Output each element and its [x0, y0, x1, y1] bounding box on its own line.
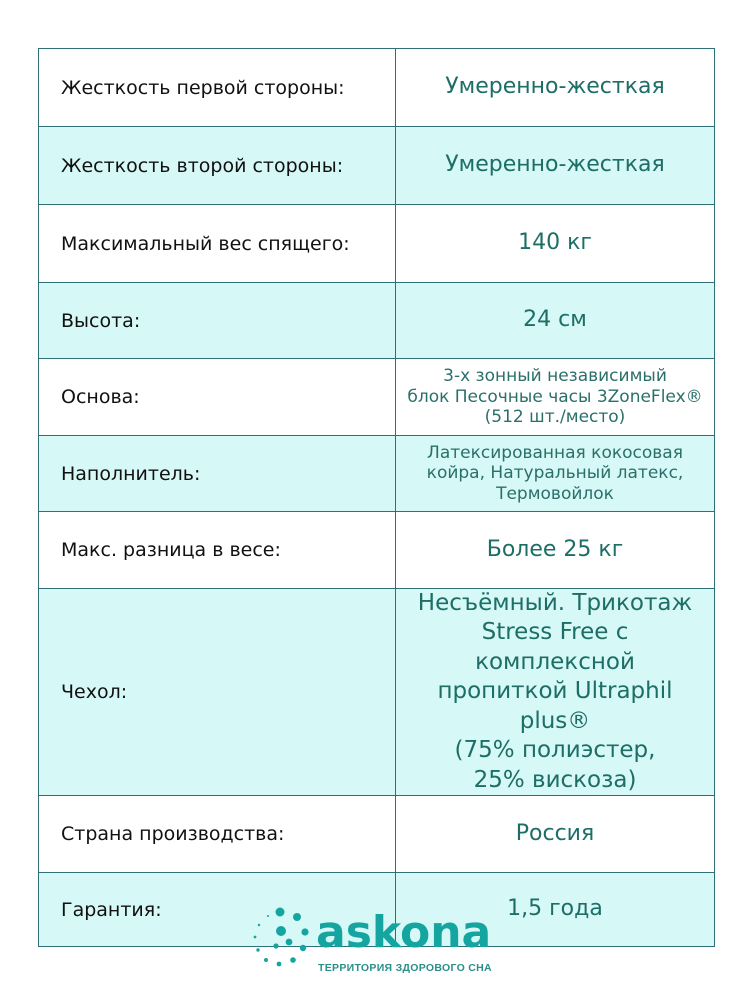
- logo-wordmark: askona: [316, 907, 492, 958]
- logo-tagline: ТЕРРИТОРИЯ ЗДОРОВОГО СНА: [318, 962, 492, 974]
- spec-label: Страна производства:: [39, 796, 396, 873]
- table-row: [39, 49, 715, 127]
- spec-value: Умеренно-жесткая: [396, 49, 715, 127]
- table-row: [39, 436, 715, 512]
- spec-label: Жесткость второй стороны:: [39, 127, 396, 205]
- table-row: [39, 205, 715, 283]
- spec-label: Жесткость первой стороны:: [39, 49, 396, 127]
- spec-label: Высота:: [39, 283, 396, 359]
- dots-circle-icon: [248, 906, 312, 970]
- table-row: [39, 512, 715, 589]
- table-row: [39, 796, 715, 873]
- spec-value: 140 кг: [396, 205, 715, 283]
- table-row: [39, 589, 715, 796]
- spec-label: Чехол:: [39, 589, 396, 796]
- spec-value: Несъёмный. Трикотаж Stress Free с комплексной пропиткой Ultraphil plus® (75% полиэстер, 25% вискоза): [396, 589, 715, 796]
- spec-value: 1,5 года: [396, 873, 715, 947]
- spec-label: Наполнитель:: [39, 436, 396, 512]
- table-row: [39, 127, 715, 205]
- askona-logo: [248, 906, 508, 986]
- spec-value: 24 см: [396, 283, 715, 359]
- spec-label: Основа:: [39, 359, 396, 436]
- spec-value: Умеренно-жесткая: [396, 127, 715, 205]
- table-row: [39, 359, 715, 436]
- spec-table: [38, 48, 715, 947]
- spec-label: Гарантия:: [39, 873, 396, 947]
- spec-label: Макс. разница в весе:: [39, 512, 396, 589]
- spec-value: 3-х зонный независимый блок Песочные часы 3ZoneFlex® (512 шт./место): [396, 359, 715, 436]
- spec-value: Латексированная кокосовая койра, Натуральный латекс, Термовойлок: [396, 436, 715, 512]
- spec-label: Максимальный вес спящего:: [39, 205, 396, 283]
- spec-value: Россия: [396, 796, 715, 873]
- spec-value: Более 25 кг: [396, 512, 715, 589]
- table-row: [39, 283, 715, 359]
